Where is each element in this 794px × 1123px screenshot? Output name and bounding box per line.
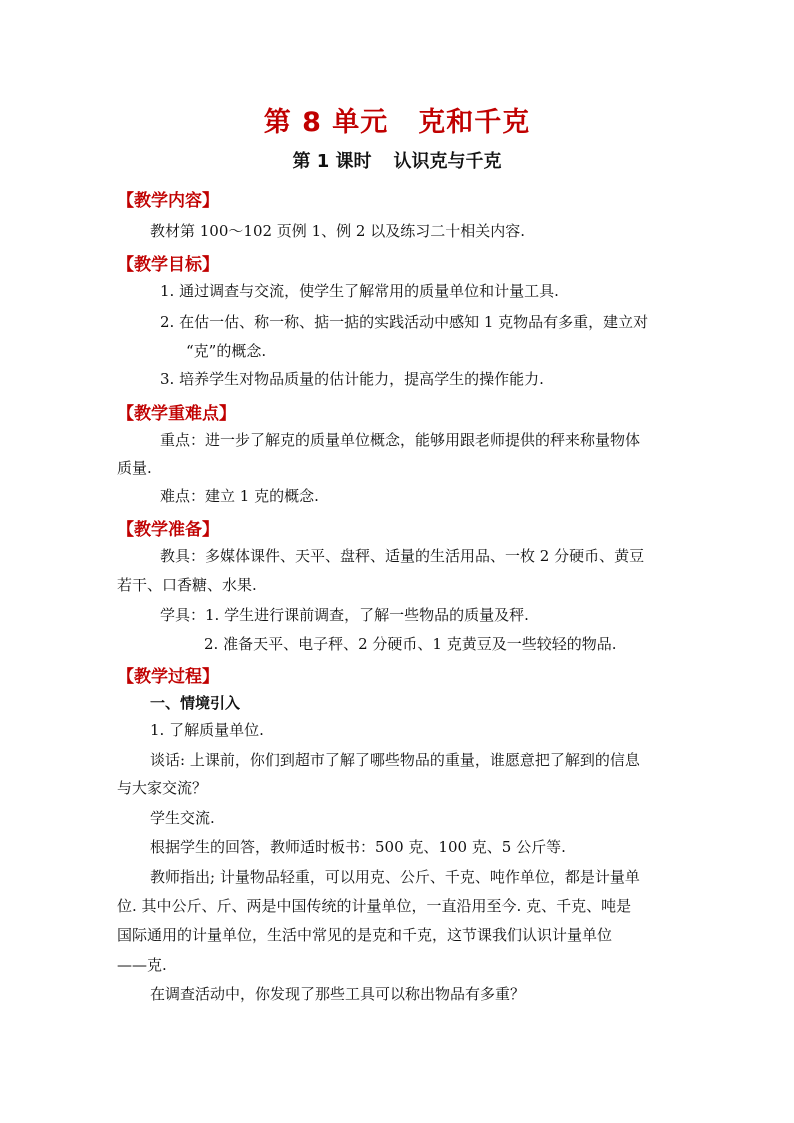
process-line: 位. 其中公斤、斤、两是中国传统的计量单位，一直沿用至今. 克、千克、吨是 — [117, 897, 632, 915]
process-subheading: 一、情境引入 — [150, 694, 241, 712]
process-line: 学生交流. — [150, 809, 215, 827]
key-point-line: 重点：进一步了解克的质量单位概念，能够用跟老师提供的秤来称量物体 — [160, 431, 641, 449]
section-heading-goals: 【教学目标】 — [117, 255, 219, 275]
process-line: 谈话: 上课前，你们到超市了解了哪些物品的重量，谁愿意把了解到的信息 — [150, 751, 640, 769]
process-line: 国际通用的计量单位，生活中常见的是克和千克，这节课我们认识计量单位 — [117, 926, 613, 944]
process-line: ——克. — [117, 956, 167, 974]
lesson-title — [0, 147, 794, 173]
unit-label: 第 8 单元 — [263, 107, 389, 138]
goal-line: “克”的概念. — [186, 342, 267, 360]
unit-title — [0, 100, 794, 139]
key-point-line: 质量. — [117, 459, 152, 477]
goal-line: 2. 在估一估、称一称、掂一掂的实践活动中感知 1 克物品有多重，建立对 — [160, 313, 649, 331]
process-line: 教师指出; 计量物品轻重，可以用克、公斤、千克、吨作单位，都是计量单 — [150, 868, 640, 886]
goal-line: 3. 培养学生对物品质量的估计能力，提高学生的操作能力. — [160, 370, 544, 388]
process-line: 与大家交流？ — [117, 779, 208, 797]
section-heading-process: 【教学过程】 — [117, 667, 219, 687]
prep-line: 学具：1. 学生进行课前调查，了解一些物品的质量及秤. — [160, 606, 529, 624]
prep-line: 教具：多媒体课件、天平、盘秤、适量的生活用品、一枚 2 分硬币、黄豆 — [160, 547, 645, 565]
process-line: 根据学生的回答，教师适时板书：500 克、100 克、5 公斤等. — [150, 838, 566, 856]
prep-line: 若干、口香糖、水果. — [117, 576, 257, 594]
process-line: 1. 了解质量单位. — [150, 721, 264, 739]
goal-line: 1. 通过调查与交流，使学生了解常用的质量单位和计量工具. — [160, 282, 559, 300]
lesson-label: 第 1 课时 — [292, 151, 372, 172]
content-line: 教材第 100～102 页例 1、例 2 以及练习二十相关内容. — [150, 222, 525, 240]
key-point-line: 难点：建立 1 克的概念. — [160, 487, 319, 505]
lesson-name: 认识克与千克 — [393, 151, 502, 172]
process-line: 在调查活动中，你发现了那些工具可以称出物品有多重？ — [150, 985, 526, 1003]
section-heading-key-points: 【教学重难点】 — [117, 404, 236, 424]
section-heading-content: 【教学内容】 — [117, 191, 219, 211]
prep-line: 2. 准备天平、电子秤、2 分硬币、1 克黄豆及一些较轻的物品. — [204, 635, 617, 653]
unit-name: 克和千克 — [418, 107, 531, 138]
section-heading-prep: 【教学准备】 — [117, 520, 219, 540]
